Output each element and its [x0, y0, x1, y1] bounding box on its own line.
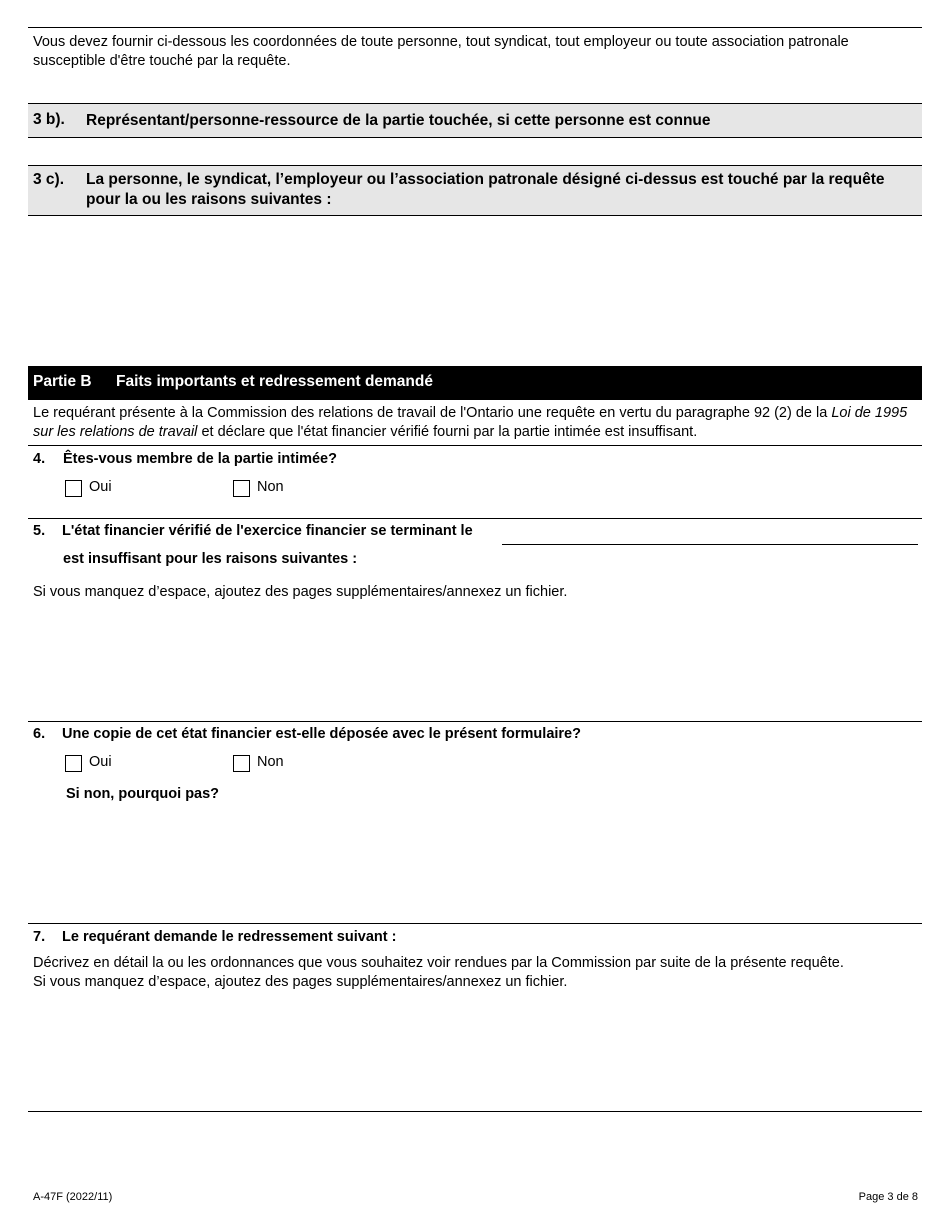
q6-answer-area[interactable] — [28, 808, 922, 918]
bottom-divider — [28, 1111, 922, 1112]
q6-follow-up: Si non, pourquoi pas? — [66, 786, 220, 802]
q5-answer-area[interactable] — [28, 606, 922, 718]
q7-number: 7. — [33, 929, 46, 945]
divider-q6 — [28, 721, 922, 722]
q6-text: Une copie de cet état financier est-elle déposée avec le présent formulaire? — [62, 726, 581, 742]
partie-b-header — [28, 366, 922, 400]
q6-non-label: Non — [257, 754, 284, 770]
partie-b-intro-text-end: et déclare que l'état financier vérifié fourni par la partie intimée est insuffisant. — [197, 424, 698, 440]
divider-q7 — [28, 923, 922, 924]
q6-number: 6. — [33, 726, 46, 742]
q7-note-line2: Si vous manquez d’espace, ajoutez des pages supplémentaires/annexez un fichier. — [33, 974, 568, 990]
q6-oui-label: Oui — [89, 754, 112, 770]
section-3c-header — [28, 165, 922, 216]
loi-title: Loi de 1995 sur les relations de travail — [33, 405, 908, 440]
q4-oui-label: Oui — [89, 479, 112, 495]
q7-text: Le requérant demande le redressement suivant : — [62, 929, 397, 945]
section-3b-header — [28, 103, 922, 138]
q4-non-label: Non — [257, 479, 284, 495]
q4-non-checkbox[interactable] — [233, 480, 250, 497]
partie-b-intro — [33, 404, 913, 442]
form-code: A-47F (2022/11) — [33, 1191, 113, 1203]
q5-note: Si vous manquez d’espace, ajoutez des pages supplémentaires/annexez un fichier. — [33, 584, 568, 600]
section-3b-title: Représentant/personne-ressource de la partie touchée, si cette personne est connue — [86, 112, 711, 129]
q7-answer-area[interactable] — [28, 996, 922, 1108]
q6-oui-checkbox[interactable] — [65, 755, 82, 772]
top-divider — [28, 27, 922, 28]
q5-text-line2: est insuffisant pour les raisons suivantes : — [63, 551, 358, 567]
q7-note-line1: Décrivez en détail la ou les ordonnances que vous souhaitez voir rendues par la Commission par suite de la présente requête. — [33, 955, 844, 971]
q4-oui-checkbox[interactable] — [65, 480, 82, 497]
page-number: Page 3 de 8 — [858, 1191, 918, 1203]
partie-b-label: Partie B — [33, 373, 92, 390]
intro-text: Vous devez fournir ci-dessous les coordonnées de toute personne, tout syndicat, tout employeur ou toute association patronale susceptible d'être touché par la requête. — [33, 34, 849, 69]
section-3c-number: 3 c). — [33, 171, 65, 188]
q6-non-checkbox[interactable] — [233, 755, 250, 772]
section-3b-number: 3 b). — [33, 111, 65, 128]
divider-q5 — [28, 518, 922, 519]
q4-number: 4. — [33, 451, 46, 467]
partie-b-title: Faits importants et redressement demandé — [116, 373, 433, 390]
divider-q4 — [28, 445, 922, 446]
partie-b-intro-text: Le requérant présente à la Commission des relations de travail de l'Ontario une requête en vertu du paragraphe 92 (2) de la — [33, 405, 832, 421]
q5-text-line1: L'état financier vérifié de l'exercice financier se terminant le — [62, 523, 473, 539]
section-3c-title: La personne, le syndicat, l’employeur ou l’association patronale désigné ci-dessus est touché par la requête pour la ou les raisons suivantes : — [86, 171, 885, 208]
q5-date-field[interactable] — [502, 521, 918, 545]
q4-text: Êtes-vous membre de la partie intimée? — [63, 451, 337, 467]
q5-number: 5. — [33, 523, 46, 539]
